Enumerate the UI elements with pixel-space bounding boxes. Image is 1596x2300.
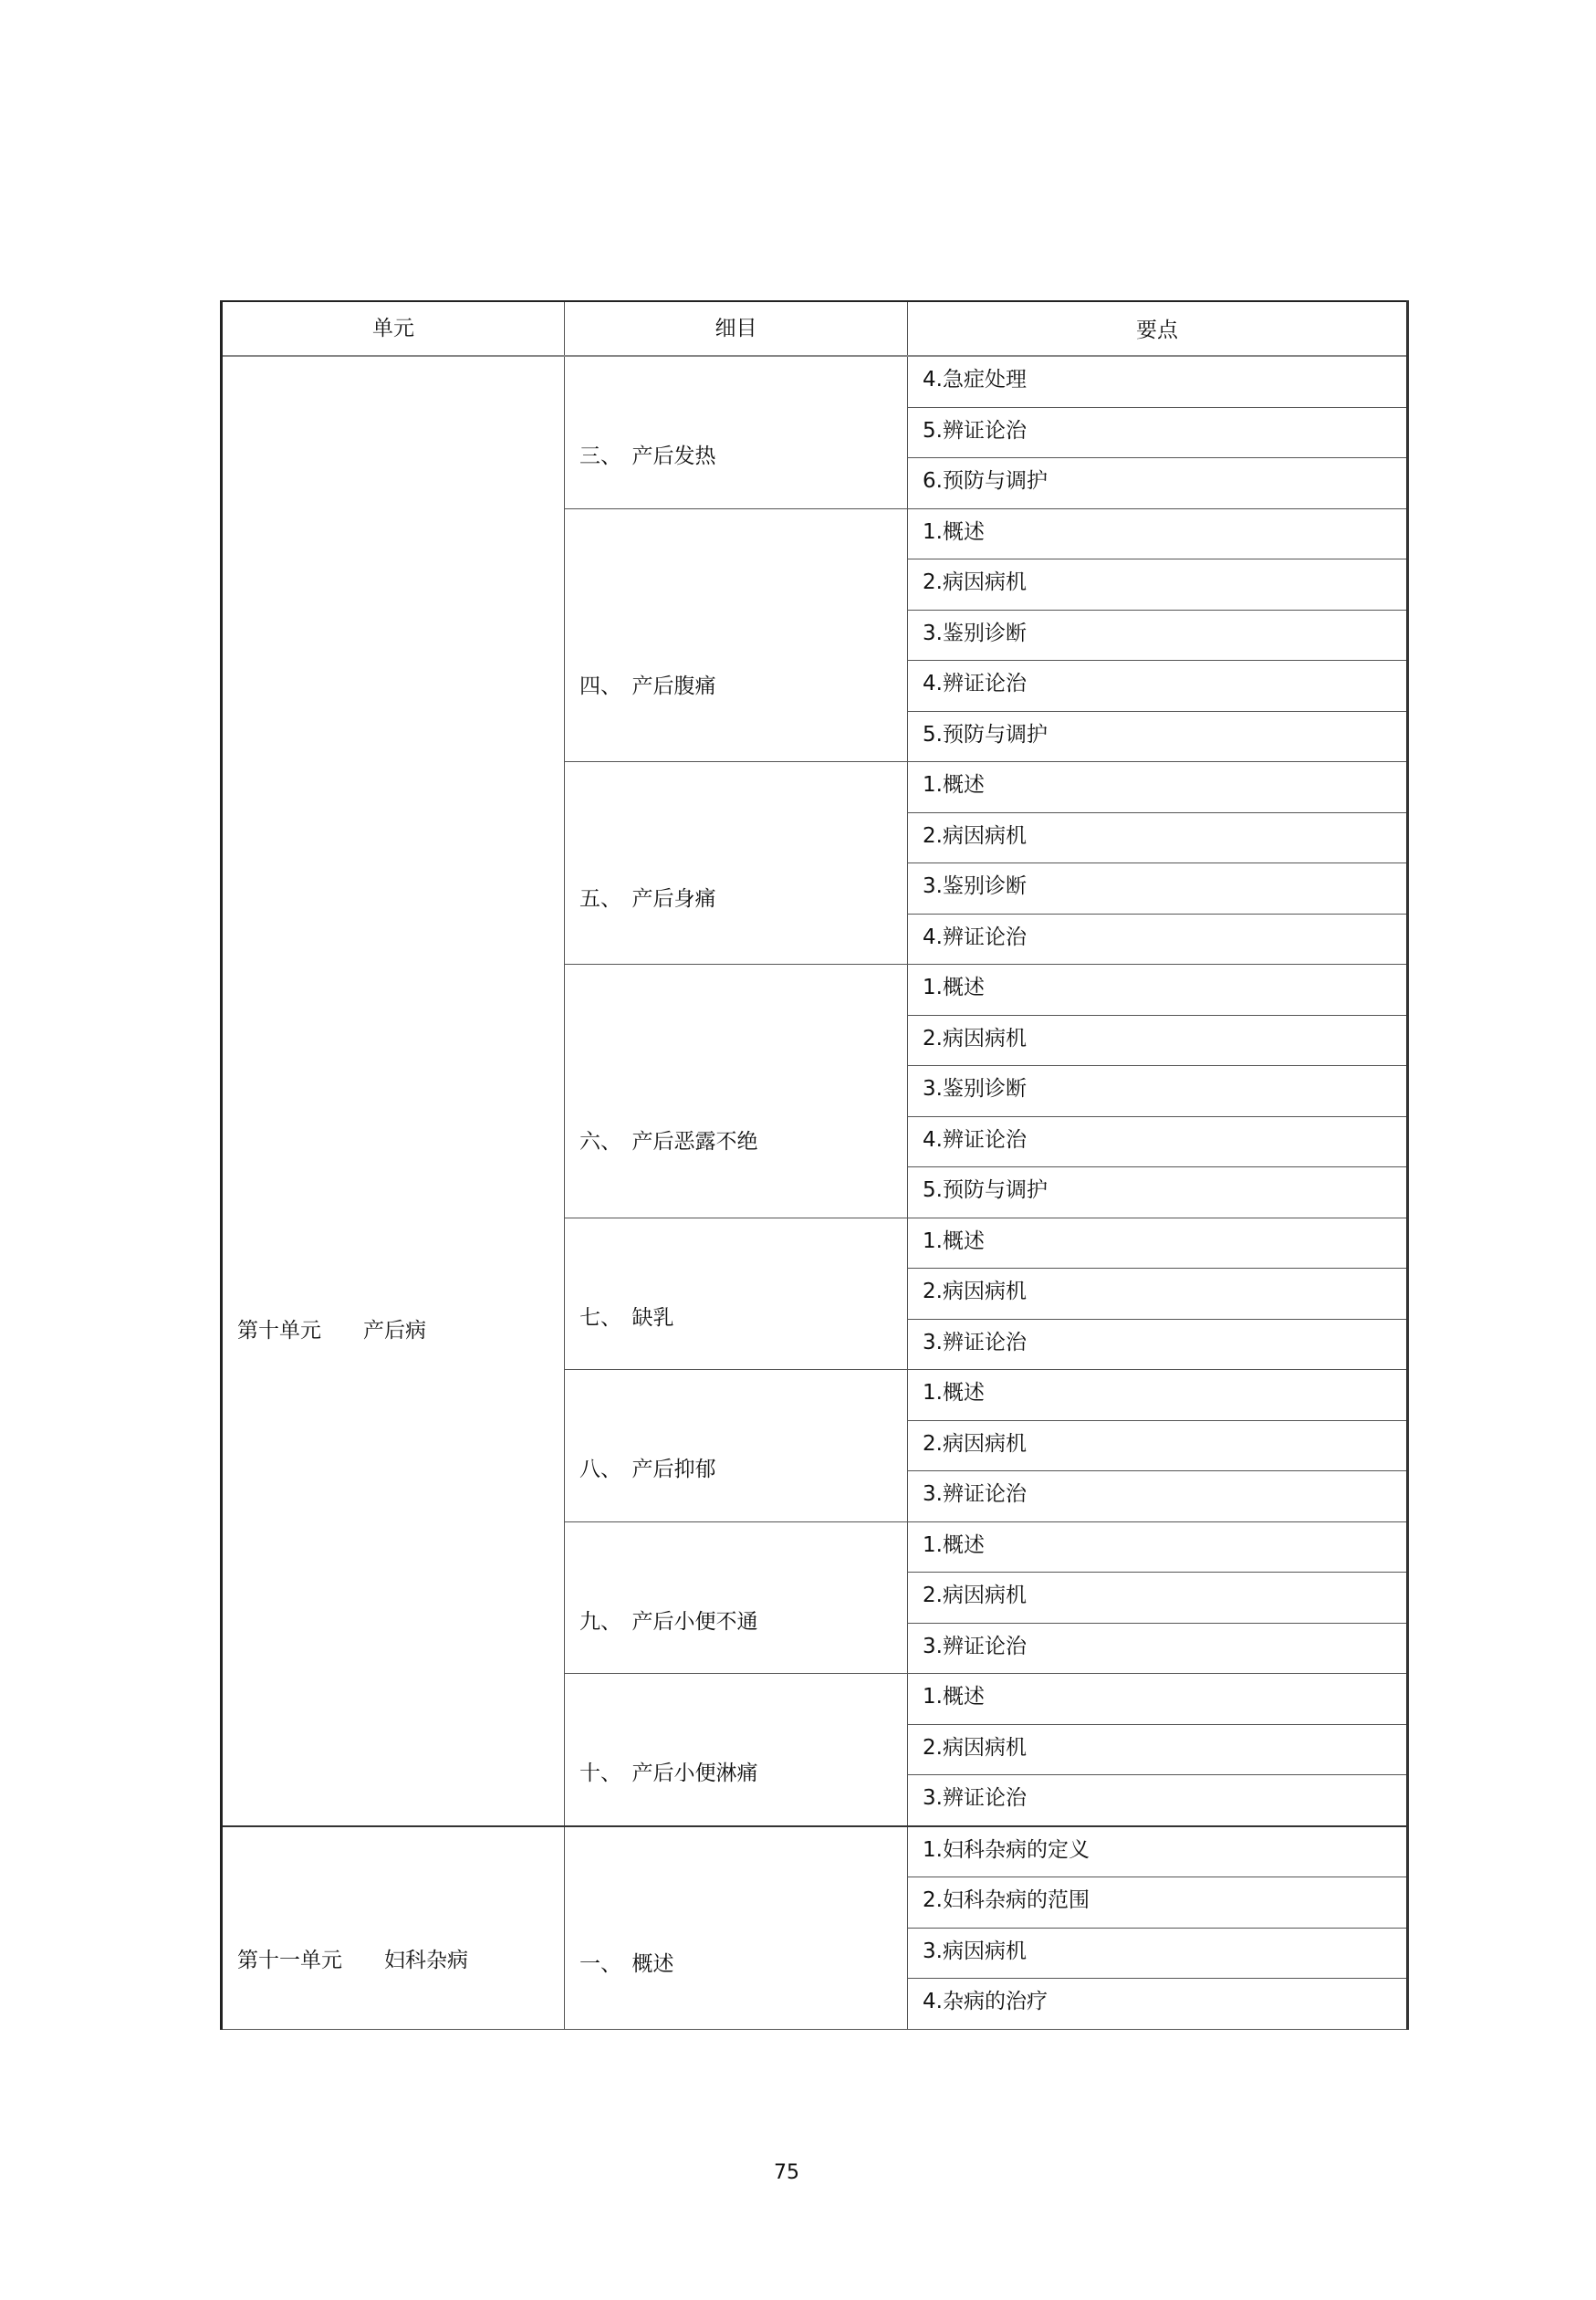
table-row bbox=[222, 356, 1408, 407]
unit-label: 第十单元 产后病 bbox=[237, 1319, 426, 1343]
point-cell: 1.妇科杂病的定义 bbox=[908, 1826, 1408, 1877]
item-label: 七、 缺乳 bbox=[579, 1305, 674, 1330]
column-header-unit: 单元 bbox=[222, 301, 565, 356]
item-label: 八、 产后抑郁 bbox=[579, 1458, 716, 1481]
syllabus-table bbox=[220, 300, 1409, 2030]
item-cell bbox=[565, 508, 908, 762]
point-cell: 2.病因病机 bbox=[908, 1269, 1408, 1320]
point-cell: 4.杂病的治疗 bbox=[908, 1979, 1408, 2030]
point-cell: 2.病因病机 bbox=[908, 1420, 1408, 1471]
unit-label: 第十一单元 妇科杂病 bbox=[237, 1948, 468, 1972]
column-header-item: 细目 bbox=[565, 301, 908, 356]
point-cell: 3.病因病机 bbox=[908, 1928, 1408, 1979]
point-cell: 4.急症处理 bbox=[908, 356, 1408, 407]
point-cell: 1.概述 bbox=[908, 508, 1408, 559]
item-label: 九、 产后小便不通 bbox=[579, 1609, 758, 1634]
point-cell: 4.辨证论治 bbox=[908, 1116, 1408, 1167]
item-label: 一、 概述 bbox=[579, 1951, 674, 1976]
unit-cell bbox=[222, 1826, 565, 2030]
item-cell bbox=[565, 965, 908, 1218]
item-cell bbox=[565, 1826, 908, 2030]
point-cell: 1.概述 bbox=[908, 1674, 1408, 1725]
point-cell: 6.预防与调护 bbox=[908, 458, 1408, 509]
point-cell: 3.鉴别诊断 bbox=[908, 1066, 1408, 1117]
item-cell bbox=[565, 356, 908, 508]
point-cell: 2.病因病机 bbox=[908, 812, 1408, 863]
item-cell bbox=[565, 1521, 908, 1674]
point-cell: 1.概述 bbox=[908, 1370, 1408, 1421]
point-cell: 2.妇科杂病的范围 bbox=[908, 1877, 1408, 1929]
point-cell: 4.辨证论治 bbox=[908, 914, 1408, 965]
page-number: 75 bbox=[774, 2161, 799, 2184]
point-cell: 5.预防与调护 bbox=[908, 711, 1408, 762]
point-cell: 2.病因病机 bbox=[908, 559, 1408, 611]
point-cell: 2.病因病机 bbox=[908, 1015, 1408, 1066]
column-header-point: 要点 bbox=[908, 301, 1408, 356]
point-cell: 3.鉴别诊断 bbox=[908, 610, 1408, 661]
point-cell: 1.概述 bbox=[908, 1521, 1408, 1573]
point-cell: 3.辨证论治 bbox=[908, 1319, 1408, 1370]
item-label: 五、 产后身痛 bbox=[579, 887, 716, 911]
point-cell: 3.鉴别诊断 bbox=[908, 863, 1408, 915]
point-cell: 2.病因病机 bbox=[908, 1573, 1408, 1624]
item-label: 三、 产后发热 bbox=[579, 444, 716, 468]
item-label: 六、 产后恶露不绝 bbox=[579, 1130, 758, 1154]
table-body bbox=[222, 356, 1408, 2029]
point-cell: 2.病因病机 bbox=[908, 1724, 1408, 1775]
point-cell: 1.概述 bbox=[908, 965, 1408, 1016]
item-cell bbox=[565, 762, 908, 965]
item-cell bbox=[565, 1370, 908, 1522]
table-header-row bbox=[222, 301, 1408, 356]
point-cell: 5.辨证论治 bbox=[908, 407, 1408, 458]
point-cell: 5.预防与调护 bbox=[908, 1167, 1408, 1218]
item-cell bbox=[565, 1674, 908, 1826]
point-cell: 1.概述 bbox=[908, 1218, 1408, 1269]
point-cell: 3.辨证论治 bbox=[908, 1623, 1408, 1674]
point-cell: 3.辨证论治 bbox=[908, 1471, 1408, 1522]
table-row bbox=[222, 1826, 1408, 1877]
item-label: 四、 产后腹痛 bbox=[579, 674, 716, 698]
point-cell: 1.概述 bbox=[908, 762, 1408, 813]
point-cell: 4.辨证论治 bbox=[908, 661, 1408, 712]
point-cell: 3.辨证论治 bbox=[908, 1775, 1408, 1826]
unit-cell bbox=[222, 356, 565, 1826]
item-label: 十、 产后小便淋痛 bbox=[579, 1762, 758, 1785]
item-cell bbox=[565, 1218, 908, 1370]
